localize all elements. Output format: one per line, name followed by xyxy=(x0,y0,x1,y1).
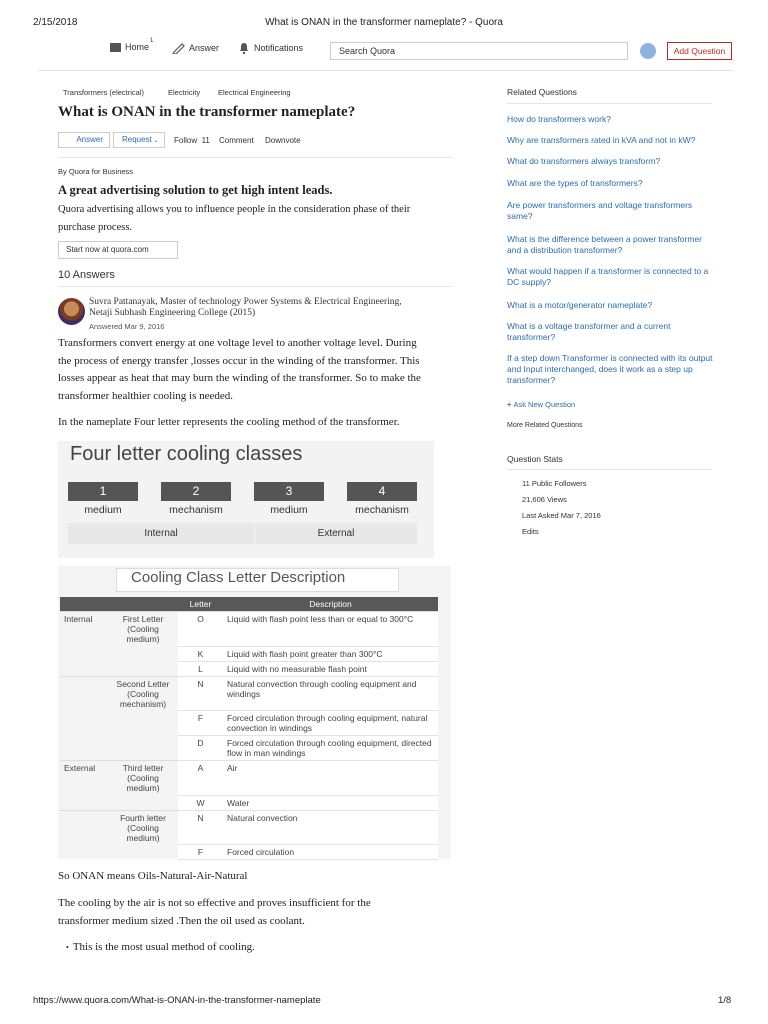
figure1-label-4: mechanism xyxy=(355,504,409,516)
figure1-label-2: mechanism xyxy=(169,504,223,516)
question-title: What is ONAN in the transformer nameplate? xyxy=(58,104,356,120)
table-row xyxy=(60,795,438,810)
cell-group xyxy=(60,845,108,860)
cell-desc: Forced circulation through cooling equipment, natural convection in windings xyxy=(223,711,438,736)
cell-group xyxy=(60,676,108,711)
cell-group xyxy=(60,711,108,736)
stat-views: 21,606 Views xyxy=(522,495,567,504)
print-page: 1/8 xyxy=(718,995,732,1006)
cell-group xyxy=(60,795,108,810)
related-question-link[interactable]: If a step down Transformer is connected with its output and Input interchanged, does it work as a step up transformer? xyxy=(507,353,713,385)
stat-last-asked: Last Asked Mar 7, 2016 xyxy=(522,511,601,520)
topic-electricity[interactable]: Electricity xyxy=(168,88,201,97)
cell-desc: Water xyxy=(223,795,438,810)
cell-group xyxy=(60,661,108,676)
answer-paragraph-4: The cooling by the air is not so effective and proves insufficient for the transformer medium sized .Then the oil used as coolant. xyxy=(58,897,371,927)
cell-pos xyxy=(108,661,178,676)
figure1-external: External xyxy=(255,523,417,544)
author-avatar[interactable] xyxy=(58,298,85,325)
table-row xyxy=(60,711,438,736)
cell-desc: Liquid with no measurable flash point xyxy=(223,661,438,676)
cell-desc: Natural convection through cooling equipment and windings xyxy=(223,676,438,711)
table-row xyxy=(60,761,438,796)
answers-count: 10 Answers xyxy=(58,269,115,281)
figure1-label-3: medium xyxy=(270,504,308,516)
bullet-icon: • xyxy=(66,943,73,952)
nav-divider xyxy=(38,70,733,71)
topic-electrical-engineering[interactable]: Electrical Engineering xyxy=(218,88,291,97)
print-date: 2/15/2018 xyxy=(33,17,78,28)
answer-paragraph-3: So ONAN means Oils-Natural-Air-Natural xyxy=(58,870,248,882)
cell-pos xyxy=(108,646,178,661)
chevron-down-icon: ⌄ xyxy=(151,138,159,144)
col-description: Description xyxy=(309,599,352,609)
figure1-box-1: 1 xyxy=(68,482,138,501)
request-button[interactable]: Request ⌄ xyxy=(113,132,165,148)
cell-pos: Second Letter (Cooling mechanism) xyxy=(116,678,170,709)
col-letter: Letter xyxy=(189,599,212,609)
related-question-link[interactable]: What is a voltage transformer and a current transformer? xyxy=(507,321,671,342)
answered-date: Answered Mar 9, 2016 xyxy=(89,322,165,331)
cell-group xyxy=(60,736,108,761)
figure-cooling-classes xyxy=(58,441,434,558)
figure2-title: Cooling Class Letter Description xyxy=(131,569,346,586)
cell-desc: Liquid with flash point greater than 300°C xyxy=(223,646,438,661)
cell-pos xyxy=(108,711,178,736)
figure1-box-3: 3 xyxy=(254,482,324,501)
table-row xyxy=(60,676,438,711)
cell-letter: A xyxy=(178,761,223,796)
comment-button[interactable]: Comment xyxy=(219,136,254,145)
cell-letter: N xyxy=(178,676,223,711)
ask-new-question-link[interactable]: + Ask New Question xyxy=(507,400,576,409)
cell-pos: Fourth letter (Cooling medium) xyxy=(120,812,166,843)
topic-transformers[interactable]: Transformers (electrical) xyxy=(63,88,144,97)
cell-letter: O xyxy=(178,612,223,647)
cell-letter: D xyxy=(178,736,223,761)
cell-desc: Forced circulation xyxy=(223,845,438,860)
divider xyxy=(507,103,712,104)
table-row xyxy=(60,661,438,676)
cell-letter: W xyxy=(178,795,223,810)
stat-followers[interactable]: 11 Public Followers xyxy=(522,479,587,488)
figure1-box-2: 2 xyxy=(161,482,231,501)
related-question-link[interactable]: Are power transformers and voltage transformers same? xyxy=(507,200,693,221)
home-icon xyxy=(110,43,121,52)
table-row xyxy=(60,736,438,761)
follow-button[interactable]: Follow 11 xyxy=(174,136,210,145)
nav-notifications[interactable]: Notifications xyxy=(238,42,303,54)
related-question-link[interactable]: What would happen if a transformer is connected to a DC supply? xyxy=(507,266,709,287)
figure-cooling-letter-table xyxy=(58,566,451,859)
answer-paragraph-2: In the nameplate Four letter represents the cooling method of the transformer. xyxy=(58,416,400,428)
cell-group: Internal xyxy=(64,614,93,624)
print-url: https://www.quora.com/What-is-ONAN-in-the-transformer-nameplate xyxy=(33,995,321,1006)
cell-letter: F xyxy=(178,711,223,736)
cell-pos: Third letter (Cooling medium) xyxy=(122,763,164,793)
figure1-internal: Internal xyxy=(68,523,254,544)
related-question-link[interactable]: What are the types of transformers? xyxy=(507,178,643,188)
plus-icon: + xyxy=(507,400,514,409)
cell-group: External xyxy=(64,763,96,773)
ad-body: Quora advertising allows you to influence people in the consideration phase of their purchase process. xyxy=(58,204,411,233)
ad-cta-button[interactable]: Start now at quora.com xyxy=(58,241,178,259)
cell-pos xyxy=(108,736,178,761)
divider xyxy=(58,286,452,287)
cell-desc: Forced circulation through cooling equipment, directed flow in man windings xyxy=(223,736,438,761)
ad-byline: By Quora for Business xyxy=(58,167,134,176)
cell-group xyxy=(60,646,108,661)
table-row xyxy=(60,646,438,661)
ad-headline[interactable]: A great advertising solution to get high intent leads. xyxy=(58,183,333,197)
nav-home[interactable]: Home 1 xyxy=(110,42,153,52)
answer-bullet: • This is the most usual method of cooling. xyxy=(66,941,255,953)
related-question-link[interactable]: What do transformers always transform? xyxy=(507,156,661,166)
related-question-link[interactable]: What is the difference between a power transformer and a distribution transformer? xyxy=(507,234,702,255)
divider xyxy=(507,469,712,470)
print-title: What is ONAN in the transformer nameplate? - Quora xyxy=(265,17,503,28)
cell-desc: Liquid with flash point less than or equal to 300°C xyxy=(223,612,438,647)
home-badge: 1 xyxy=(150,38,154,44)
cell-group xyxy=(60,810,108,845)
question-stats-title: Question Stats xyxy=(507,454,563,464)
avatar[interactable] xyxy=(640,43,656,59)
cell-pos xyxy=(108,845,178,860)
cell-desc: Natural convection xyxy=(223,810,438,845)
figure1-label-1: medium xyxy=(84,504,122,516)
stat-edits[interactable]: Edits xyxy=(522,527,539,536)
cell-desc: Air xyxy=(223,761,438,796)
table-row xyxy=(60,612,438,647)
cell-letter: K xyxy=(178,646,223,661)
table-row xyxy=(60,810,438,845)
related-question-link[interactable]: How do transformers work? xyxy=(507,114,611,124)
more-related-questions-link[interactable]: More Related Questions xyxy=(507,422,583,429)
cell-letter: N xyxy=(178,810,223,845)
downvote-button[interactable]: Downvote xyxy=(265,136,301,145)
add-question-button[interactable]: Add Question xyxy=(667,42,732,60)
search-input[interactable]: Search Quora xyxy=(330,42,628,60)
cell-letter: F xyxy=(178,845,223,860)
table-row xyxy=(60,845,438,860)
divider xyxy=(58,157,452,158)
nav-answer[interactable]: Answer xyxy=(172,42,219,54)
answer-paragraph-1: Transformers convert energy at one voltage level to another voltage level. During the process of energy transfer ,losses occur in the winding of the transformer. This losses appear as heat that may burn the winding of the transformer. So to make the transformer healthier cooling is needed. xyxy=(58,337,421,402)
answer-button[interactable]: Answer xyxy=(58,132,110,148)
related-question-link[interactable]: What is a motor/generator nameplate? xyxy=(507,300,653,310)
figure1-title: Four letter cooling classes xyxy=(70,443,303,465)
figure1-box-4: 4 xyxy=(347,482,417,501)
related-question-link[interactable]: Why are transformers rated in kVA and not in kW? xyxy=(507,135,696,145)
bell-icon xyxy=(238,42,250,54)
cell-pos: First Letter (Cooling medium) xyxy=(122,614,164,644)
related-questions-title: Related Questions xyxy=(507,87,577,97)
author-credential[interactable]: Suvra Pattanayak, Master of technology Power Systems & Electrical Engineering, Netaji Subhash Engineering College (2015) xyxy=(89,297,402,318)
cell-pos xyxy=(108,795,178,810)
cell-letter: L xyxy=(178,661,223,676)
pencil-icon xyxy=(172,42,185,54)
